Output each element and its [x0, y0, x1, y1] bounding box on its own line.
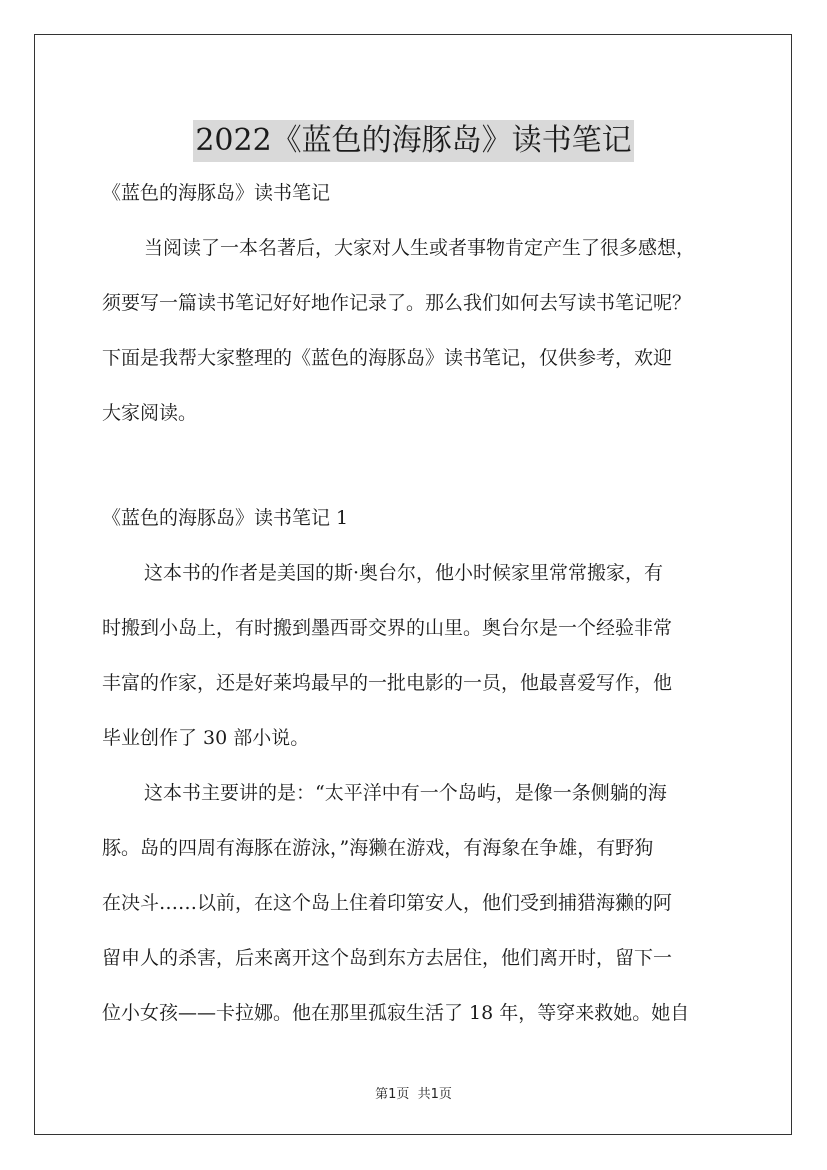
- intro-line: 当阅读了一本名著后，大家对人生或者事物肯定产生了很多感想，: [144, 237, 696, 259]
- intro-line: 须要写一篇读书笔记好好地作记录了。那么我们如何去写读书笔记呢？: [102, 292, 692, 314]
- section-gap: [102, 441, 742, 491]
- paragraph-line: 这本书的作者是美国的斯·奥台尔，他小时候家里常常搬家，有: [144, 562, 664, 584]
- paragraph-line: 时搬到小岛上，有时搬到墨西哥交界的山里。奥台尔是一个经验非常: [102, 617, 673, 639]
- section-heading: 《蓝色的海豚岛》读书笔记 1: [102, 507, 349, 529]
- page-total: 共1页: [417, 1087, 452, 1102]
- intro-line: 大家阅读。: [102, 402, 198, 424]
- subtitle: 《蓝色的海豚岛》读书笔记: [102, 182, 331, 204]
- paragraph-line: 位小女孩——卡拉娜。他在那里孤寂生活了 18 年，等穿来救她。她自: [102, 1002, 690, 1024]
- document-title: 2022《蓝色的海豚岛》读书笔记: [193, 120, 633, 162]
- paragraph-line: 这本书主要讲的是：“太平洋中有一个岛屿，是像一条侧躺的海: [144, 782, 667, 804]
- paragraph-line: 在决斗……以前，在这个岛上住着印第安人，他们受到捕猎海獭的阿: [102, 892, 673, 914]
- page-number: 第1页: [375, 1087, 410, 1102]
- paragraph-line: 豚。岛的四周有海豚在游泳，”海獭在游戏，有海象在争雄，有野狗: [102, 837, 654, 859]
- page-footer: [0, 1083, 827, 1102]
- paragraph-line: 留申人的杀害，后来离开这个岛到东方去居住，他们离开时，留下一: [102, 947, 673, 969]
- paragraph-line: 丰富的作家，还是好莱坞最早的一批电影的一员，他最喜爱写作，他: [102, 672, 673, 694]
- paragraph-line: 毕业创作了 30 部小说。: [102, 727, 310, 749]
- document-body: [102, 166, 742, 1041]
- intro-line: 下面是我帮大家整理的《蓝色的海豚岛》读书笔记，仅供参考，欢迎: [102, 347, 673, 369]
